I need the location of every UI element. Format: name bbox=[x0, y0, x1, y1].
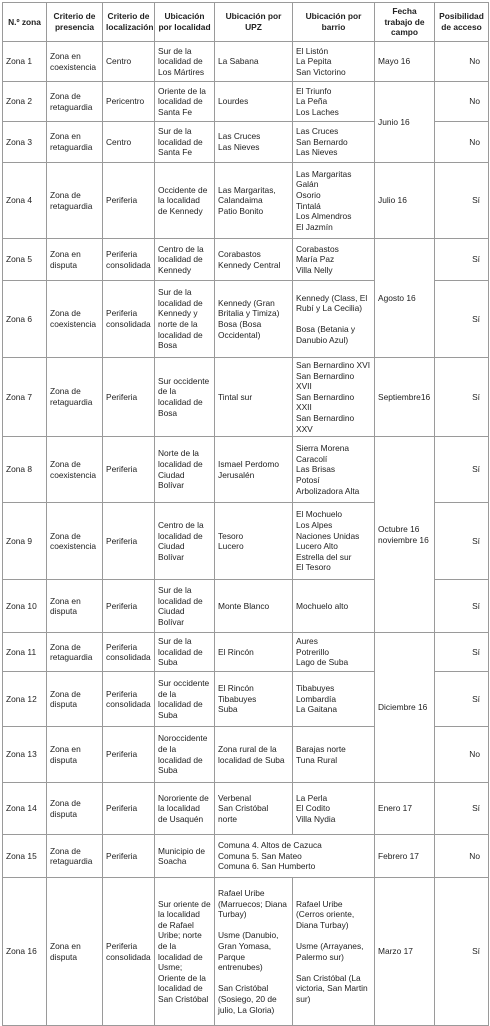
fecha-cell: Febrero 17 bbox=[375, 835, 435, 878]
presencia-cell: Zona en disputa bbox=[47, 580, 103, 633]
barrio-cell-line: San Bernardo bbox=[296, 136, 348, 147]
upz-cell-line: San Cristóbal norte bbox=[218, 803, 269, 824]
zone-cell: Zona 9 bbox=[3, 503, 47, 580]
barrio-cell-line: Lago de Suba bbox=[296, 657, 349, 668]
barrio-cell bbox=[293, 82, 375, 122]
table-row bbox=[3, 878, 489, 1026]
presencia-cell: Zona de retaguardia bbox=[47, 633, 103, 672]
upz-cell bbox=[215, 878, 293, 1026]
barrio-cell-line: Aures bbox=[296, 636, 318, 647]
barrio-cell bbox=[293, 122, 375, 163]
barrio-cell bbox=[293, 503, 375, 580]
upz-cell-line: Zona rural de la localidad de Suba bbox=[218, 744, 285, 765]
barrio-cell-line: El Listón bbox=[296, 45, 329, 56]
upz-cell-line: Ismael Perdomo bbox=[218, 459, 279, 470]
upz-cell bbox=[215, 672, 293, 727]
upz-cell bbox=[215, 437, 293, 503]
upz-cell-line: El Rincón bbox=[218, 646, 254, 657]
barrio-cell-line: San Bernardino XXV bbox=[296, 412, 355, 434]
localidad-cell: Sur occidente de la localidad de Suba bbox=[155, 672, 215, 727]
upz-barrio-cell-line: Comuna 4. Altos de Cazuca bbox=[218, 840, 322, 851]
upz-cell-line: Suba bbox=[218, 704, 238, 715]
barrio-cell-line: Los Laches bbox=[296, 106, 339, 117]
localizacion-cell: Periferia bbox=[103, 783, 155, 835]
presencia-cell: Zona de disputa bbox=[47, 672, 103, 727]
barrio-cell-line: Tintalá bbox=[296, 200, 321, 211]
localizacion-cell: Periferia bbox=[103, 835, 155, 878]
header-cell: Posibilidad de acceso bbox=[435, 3, 489, 42]
table-row bbox=[3, 783, 489, 835]
table-row bbox=[3, 358, 489, 437]
upz-cell bbox=[215, 580, 293, 633]
presencia-cell: Zona de retaguardia bbox=[47, 82, 103, 122]
presencia-cell: Zona en retaguardia bbox=[47, 122, 103, 163]
barrio-cell-line: San Cristóbal (La victoria, San Martin sur) bbox=[296, 972, 368, 1005]
localizacion-cell: Periferia bbox=[103, 503, 155, 580]
barrio-cell-line: Corabastos bbox=[296, 243, 339, 254]
upz-barrio-cell-line: Comuna 5. San Mateo bbox=[218, 850, 302, 861]
upz-cell bbox=[215, 122, 293, 163]
localidad-cell: Norte de la localidad de Ciudad Bolívar bbox=[155, 437, 215, 503]
barrio-cell-line: Sierra Morena bbox=[296, 443, 350, 454]
acceso-cell: Sí bbox=[435, 239, 489, 281]
presencia-cell: Zona de disputa bbox=[47, 783, 103, 835]
localizacion-cell: Periferia bbox=[103, 358, 155, 437]
upz-cell bbox=[215, 358, 293, 437]
localizacion-cell: Periferia bbox=[103, 163, 155, 239]
upz-cell bbox=[215, 239, 293, 281]
localizacion-cell: Periferia consolidada bbox=[103, 239, 155, 281]
barrio-cell bbox=[293, 163, 375, 239]
upz-cell-line bbox=[218, 973, 289, 984]
acceso-cell: Sí bbox=[435, 672, 489, 727]
barrio-cell bbox=[293, 281, 375, 358]
acceso-cell: Sí bbox=[435, 358, 489, 437]
acceso-cell: No bbox=[435, 82, 489, 122]
barrio-cell-line: San Bernardino XVI bbox=[296, 360, 371, 370]
localizacion-cell: Periferia consolidada bbox=[103, 672, 155, 727]
barrio-cell-line: Usme (Arrayanes, Palermo sur) bbox=[296, 941, 364, 962]
upz-cell-line: Las Margaritas, Calandaima bbox=[218, 184, 276, 206]
zone-cell: Zona 1 bbox=[3, 42, 47, 82]
barrio-cell-line: Lucero Alto bbox=[296, 541, 338, 552]
header-cell: Ubicación por UPZ bbox=[215, 3, 293, 42]
barrio-cell-line: María Paz bbox=[296, 254, 335, 265]
upz-cell bbox=[215, 281, 293, 358]
table-row bbox=[3, 239, 489, 281]
barrio-cell-line: Estrella del sur bbox=[296, 551, 352, 562]
zone-cell: Zona 2 bbox=[3, 82, 47, 122]
barrio-cell-line: La Perla bbox=[296, 792, 328, 803]
barrio-cell-line: Los Almendros bbox=[296, 211, 352, 222]
zone-cell: Zona 15 bbox=[3, 835, 47, 878]
barrio-cell-line: Las Nieves bbox=[296, 147, 338, 158]
zone-cell: Zona 16 bbox=[3, 878, 47, 1026]
table-row bbox=[3, 42, 489, 82]
zone-cell: Zona 12 bbox=[3, 672, 47, 727]
upz-cell-line: Patio Bonito bbox=[218, 205, 264, 216]
upz-cell bbox=[215, 727, 293, 783]
acceso-cell: Sí bbox=[435, 878, 489, 1026]
localidad-cell: Centro de la localidad de Kennedy bbox=[155, 239, 215, 281]
fecha-cell: Septiembre16 bbox=[375, 358, 435, 437]
barrio-cell-line: Osorio bbox=[296, 189, 321, 200]
localidad-cell: Sur de la localidad de Santa Fe bbox=[155, 122, 215, 163]
localidad-cell: Sur de la localidad de Ciudad Bolívar bbox=[155, 580, 215, 633]
barrio-cell-line: Potrerillo bbox=[296, 646, 330, 657]
header-cell: Fecha trabajo de campo bbox=[375, 3, 435, 42]
upz-cell bbox=[215, 42, 293, 82]
barrio-cell-line: Barajas norte bbox=[296, 744, 346, 755]
presencia-cell: Zona de retaguardia bbox=[47, 358, 103, 437]
barrio-cell-line: Tuna Rural bbox=[296, 754, 338, 765]
upz-cell-line: Corabastos bbox=[218, 248, 261, 259]
table-row bbox=[3, 82, 489, 122]
localidad-cell: Sur de la localidad de Kennedy y norte de la localidad de Bosa bbox=[155, 281, 215, 358]
upz-barrio-cell bbox=[215, 835, 375, 878]
presencia-cell: Zona en coexistencia bbox=[47, 42, 103, 82]
upz-cell-line: Verbenal bbox=[218, 792, 252, 803]
zone-cell: Zona 14 bbox=[3, 783, 47, 835]
acceso-cell: No bbox=[435, 122, 489, 163]
presencia-cell: Zona en disputa bbox=[47, 878, 103, 1026]
barrio-cell-line: Villa Nydia bbox=[296, 813, 336, 824]
upz-cell-line: Lourdes bbox=[218, 96, 249, 107]
barrio-cell-line: Villa Nelly bbox=[296, 264, 333, 275]
barrio-cell-line: Tibabuyes bbox=[296, 683, 335, 694]
upz-cell-line: El Rincón bbox=[218, 683, 254, 694]
localidad-cell: Sur de la localidad de Suba bbox=[155, 633, 215, 672]
header-cell: Ubicación por localidad bbox=[155, 3, 215, 42]
fecha-cell: Marzo 17 bbox=[375, 878, 435, 1026]
barrio-cell bbox=[293, 437, 375, 503]
barrio-cell-line: Las Cruces bbox=[296, 126, 339, 137]
barrio-cell-line: Galán bbox=[296, 179, 319, 190]
fecha-cell: Enero 17 bbox=[375, 783, 435, 835]
localidad-cell: Sur de la localidad de Los Mártires bbox=[155, 42, 215, 82]
upz-cell-line: Bosa (Bosa Occidental) bbox=[218, 319, 262, 340]
barrio-cell-line: El Jazmín bbox=[296, 221, 333, 232]
table-row bbox=[3, 163, 489, 239]
upz-cell-line: Las Cruces bbox=[218, 131, 261, 142]
upz-cell-line: Tintal sur bbox=[218, 391, 253, 402]
presencia-cell: Zona de coexistencia bbox=[47, 503, 103, 580]
upz-cell-line: Jerusalén bbox=[218, 469, 255, 480]
acceso-cell: Sí bbox=[435, 437, 489, 503]
zone-cell: Zona 6 bbox=[3, 281, 47, 358]
barrio-cell bbox=[293, 783, 375, 835]
presencia-cell: Zona de retaguardia bbox=[47, 835, 103, 878]
localizacion-cell: Pericentro bbox=[103, 82, 155, 122]
barrio-cell-line: San Victorino bbox=[296, 66, 346, 77]
upz-cell bbox=[215, 783, 293, 835]
localidad-cell: Centro de la localidad de Ciudad Bolívar bbox=[155, 503, 215, 580]
table-row bbox=[3, 437, 489, 503]
barrio-cell bbox=[293, 239, 375, 281]
upz-cell-line: Lucero bbox=[218, 541, 244, 552]
upz-cell bbox=[215, 82, 293, 122]
barrio-cell-line: Mochuelo alto bbox=[296, 600, 349, 611]
barrio-cell-line: La Peña bbox=[296, 96, 328, 107]
presencia-cell: Zona en disputa bbox=[47, 239, 103, 281]
upz-cell-line: La Sabana bbox=[218, 56, 259, 67]
localidad-cell: Sur oriente de la localidad de Rafael Uribe; norte de la localidad de Usme; Oriente de la localidad de San Cristóbal bbox=[155, 878, 215, 1026]
fecha-cell: Junio 16 bbox=[375, 82, 435, 163]
barrio-cell bbox=[293, 358, 375, 437]
header-cell: Criterio de presencia bbox=[47, 3, 103, 42]
barrio-cell-line: El Triunfo bbox=[296, 85, 332, 96]
upz-cell-line: Kennedy Central bbox=[218, 259, 281, 270]
upz-cell-line: Monte Blanco bbox=[218, 600, 270, 611]
barrio-cell-line: Los Alpes bbox=[296, 519, 333, 530]
localizacion-cell: Centro bbox=[103, 42, 155, 82]
barrio-cell-line: El Tesoro bbox=[296, 562, 331, 573]
localizacion-cell: Periferia bbox=[103, 580, 155, 633]
zone-cell: Zona 7 bbox=[3, 358, 47, 437]
upz-cell-line: Usme (Danubio, Gran Yomasa, Parque entrenubes) bbox=[218, 930, 279, 973]
barrio-cell-line: La Pepita bbox=[296, 56, 332, 67]
barrio-cell bbox=[293, 633, 375, 672]
fecha-cell: Julio 16 bbox=[375, 163, 435, 239]
table-row bbox=[3, 835, 489, 878]
zone-cell: Zona 4 bbox=[3, 163, 47, 239]
barrio-cell-line: Naciones Unidas bbox=[296, 530, 360, 541]
fecha-cell: Diciembre 16 bbox=[375, 633, 435, 783]
fecha-cell: Octubre 16 noviembre 16 bbox=[375, 437, 435, 633]
zone-cell: Zona 11 bbox=[3, 633, 47, 672]
presencia-cell: Zona de coexistencia bbox=[47, 281, 103, 358]
zone-cell: Zona 8 bbox=[3, 437, 47, 503]
barrio-cell-line bbox=[296, 930, 371, 941]
upz-cell-line: San Cristóbal (Sosiego, 20 de julio, La Gloria) bbox=[218, 983, 277, 1015]
header-cell: Ubicación por barrio bbox=[293, 3, 375, 42]
localidad-cell: Nororiente de la localidad de Usaquén bbox=[155, 783, 215, 835]
acceso-cell: Sí bbox=[435, 580, 489, 633]
barrio-cell-line: Rafael Uribe (Cerros oriente, Diana Turbay) bbox=[296, 898, 355, 930]
barrio-cell-line: Bosa (Betania y Danubio Azul) bbox=[296, 324, 356, 345]
barrio-cell bbox=[293, 727, 375, 783]
localidad-cell: Noroccidente de la localidad de Suba bbox=[155, 727, 215, 783]
localidad-cell: Municipio de Soacha bbox=[155, 835, 215, 878]
upz-cell-line: Las Nieves bbox=[218, 142, 260, 152]
zone-cell: Zona 5 bbox=[3, 239, 47, 281]
upz-cell bbox=[215, 503, 293, 580]
acceso-cell: Sí bbox=[435, 503, 489, 580]
localizacion-cell: Periferia bbox=[103, 437, 155, 503]
table-row bbox=[3, 633, 489, 672]
upz-cell bbox=[215, 163, 293, 239]
localidad-cell: Sur occidente de la localidad de Bosa bbox=[155, 358, 215, 437]
barrio-cell bbox=[293, 878, 375, 1026]
acceso-cell: Sí bbox=[435, 633, 489, 672]
acceso-cell: No bbox=[435, 727, 489, 783]
barrio-cell-line: Arbolizadora Alta bbox=[296, 485, 360, 496]
fecha-cell: Agosto 16 bbox=[375, 239, 435, 358]
barrio-cell-line: El Codito bbox=[296, 803, 330, 814]
localizacion-cell: Periferia consolidada bbox=[103, 633, 155, 672]
presencia-cell: Zona en disputa bbox=[47, 727, 103, 783]
zones-table bbox=[2, 2, 489, 1026]
barrio-cell bbox=[293, 672, 375, 727]
barrio-cell-line: Potosí bbox=[296, 474, 320, 485]
barrio-cell-line bbox=[296, 314, 371, 325]
upz-cell-line: Tesoro bbox=[218, 530, 244, 541]
barrio-cell-line: Las Brisas bbox=[296, 464, 336, 475]
barrio-cell-line: Caracolí bbox=[296, 453, 328, 464]
localizacion-cell: Periferia consolidada bbox=[103, 281, 155, 358]
barrio-cell-line bbox=[296, 962, 371, 973]
localidad-cell: Occidente de la localidad de Kennedy bbox=[155, 163, 215, 239]
upz-cell-line: Kennedy (Gran Britalia y Timiza) bbox=[218, 297, 280, 319]
zone-cell: Zona 3 bbox=[3, 122, 47, 163]
acceso-cell: Sí bbox=[435, 163, 489, 239]
presencia-cell: Zona de coexistencia bbox=[47, 437, 103, 503]
header-cell: Criterio de localización bbox=[103, 3, 155, 42]
upz-cell-line: Rafael Uribe (Marruecos; Diana Turbay) bbox=[218, 888, 287, 920]
acceso-cell: Sí bbox=[435, 783, 489, 835]
upz-barrio-cell-line: Comuna 6. San Humberto bbox=[218, 861, 316, 872]
barrio-cell-line: Las Margaritas bbox=[296, 168, 352, 179]
acceso-cell: No bbox=[435, 835, 489, 878]
localidad-cell: Oriente de la localidad de Santa Fe bbox=[155, 82, 215, 122]
upz-cell-line: Tibabuyes bbox=[218, 693, 257, 704]
zone-cell: Zona 13 bbox=[3, 727, 47, 783]
localizacion-cell: Centro bbox=[103, 122, 155, 163]
upz-cell-line bbox=[218, 920, 289, 931]
barrio-cell-line: San Bernardino XVII bbox=[296, 370, 355, 392]
upz-cell bbox=[215, 633, 293, 672]
header-row bbox=[3, 3, 489, 42]
barrio-cell bbox=[293, 42, 375, 82]
header-cell: N.º zona bbox=[3, 3, 47, 42]
barrio-cell-line: El Mochuelo bbox=[296, 509, 343, 520]
localizacion-cell: Periferia consolidada bbox=[103, 878, 155, 1026]
barrio-cell bbox=[293, 580, 375, 633]
barrio-cell-line: San Bernardino XXII bbox=[296, 391, 355, 413]
localizacion-cell: Periferia bbox=[103, 727, 155, 783]
zone-cell: Zona 10 bbox=[3, 580, 47, 633]
acceso-cell: Sí bbox=[435, 281, 489, 358]
acceso-cell: No bbox=[435, 42, 489, 82]
barrio-cell-line: La Gaitana bbox=[296, 704, 337, 715]
barrio-cell-line: Lombardía bbox=[296, 693, 337, 704]
barrio-cell-line: Kennedy (Class, El Rubí y La Cecilia) bbox=[296, 292, 368, 314]
presencia-cell: Zona de retaguardia bbox=[47, 163, 103, 239]
fecha-cell: Mayo 16 bbox=[375, 42, 435, 82]
